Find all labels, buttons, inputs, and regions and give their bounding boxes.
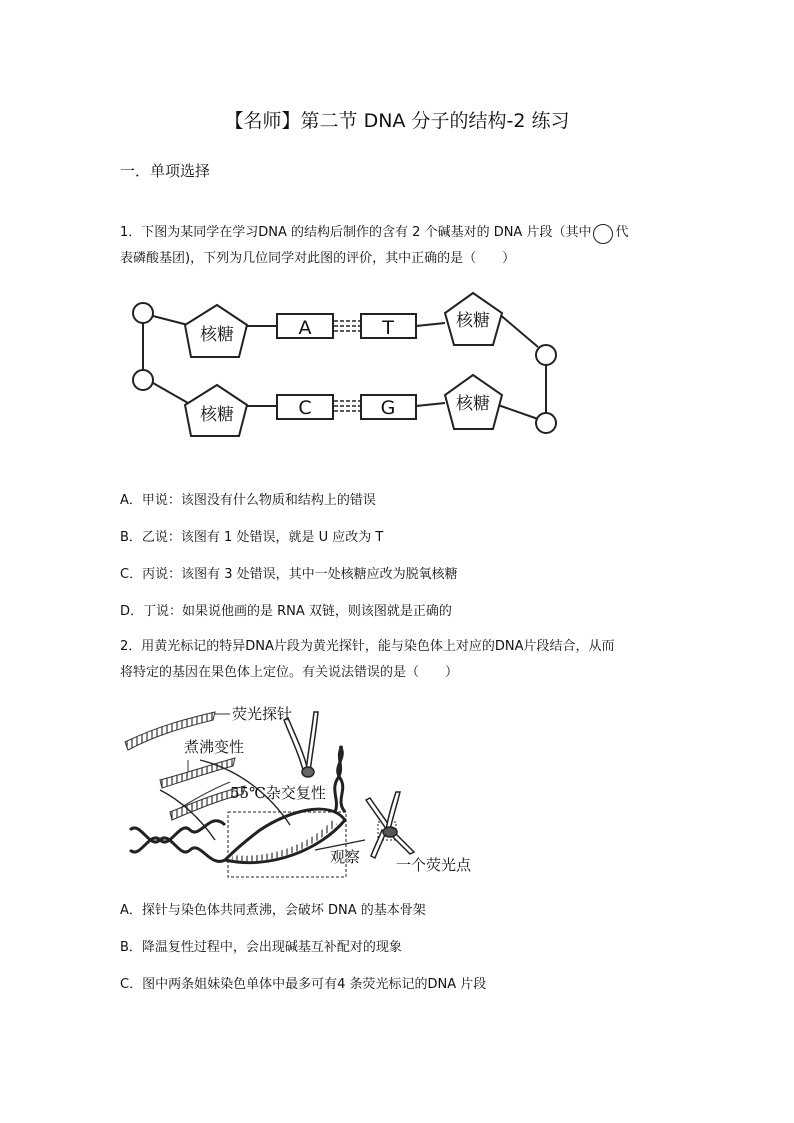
q2-option-c[interactable]: C．图中两条姐妹染色单体中最多可有4 条荧光标记的DNA 片段: [120, 977, 487, 992]
label-observe: 观察: [330, 848, 361, 866]
page-title: 【名师】第二节 DNA 分子的结构-2 练习: [224, 110, 570, 132]
question-1-text-a: 1．下图为某同学在学习DNA 的结构后制作的含有 2 个碱基对的 DNA 片段（其中: [120, 225, 592, 240]
q1-option-c[interactable]: C．丙说：该图有 3 处错误，其中一处核糖应改为脱氧核糖: [120, 567, 458, 582]
phosphate-circle-icon: [133, 303, 153, 323]
base-label-t: T: [382, 317, 394, 339]
label-spot: 一个荧光点: [396, 856, 472, 874]
q2-option-a[interactable]: A．探针与染色体共同煮沸，会破坏 DNA 的基本骨架: [120, 903, 426, 918]
sugar-label: 核糖: [200, 325, 234, 345]
dna-structure-diagram: [120, 285, 570, 445]
q1-option-d[interactable]: D．丁说：如果说他画的是 RNA 双链，则该图就是正确的: [120, 604, 452, 619]
probe-strand: [160, 758, 235, 788]
sugar-label: 核糖: [456, 311, 490, 331]
base-label-g: G: [380, 397, 396, 419]
q1-option-a[interactable]: A．甲说：该图没有什么物质和结构上的错误: [120, 493, 376, 508]
fluorescent-probe-diagram: [120, 700, 490, 885]
question-1-text-b: 代: [615, 225, 629, 240]
label-hybrid: 55℃杂交复性: [230, 784, 326, 802]
sugar-label: 核糖: [456, 394, 490, 414]
phosphate-circle-icon: [133, 370, 153, 390]
label-probe: 荧光探针: [232, 705, 293, 723]
phosphate-circle-icon: [536, 345, 556, 365]
question-1-line-2: 表磷酸基团)，下列为几位同学对此图的评价，其中正确的是（ ）: [120, 251, 516, 266]
label-boil: 煮沸变性: [184, 738, 245, 756]
phosphate-circle-icon: [536, 413, 556, 433]
question-2-line-2: 将特定的基因在果色体上定位。有关说法错误的是（ ）: [120, 665, 459, 680]
dna-helix: [130, 821, 225, 862]
sugar-label: 核糖: [200, 405, 234, 425]
chromosome-icon: [366, 792, 414, 858]
q2-option-b[interactable]: B．降温复性过程中，会出现碱基互补配对的现象: [120, 940, 402, 955]
section-heading: 一．单项选择: [120, 162, 211, 180]
question-1-line-1: [120, 220, 680, 246]
question-2-line-1: 2．用黄光标记的特异DNA片段为黄光探针，能与染色体上对应的DNA片段结合，从而: [120, 639, 615, 654]
q1-option-b[interactable]: B．乙说：该图有 1 处错误，就是 U 应改为 T: [120, 530, 384, 545]
base-label-c: C: [298, 397, 312, 419]
base-label-a: A: [298, 317, 312, 339]
phosphate-circle-icon: [593, 224, 613, 244]
